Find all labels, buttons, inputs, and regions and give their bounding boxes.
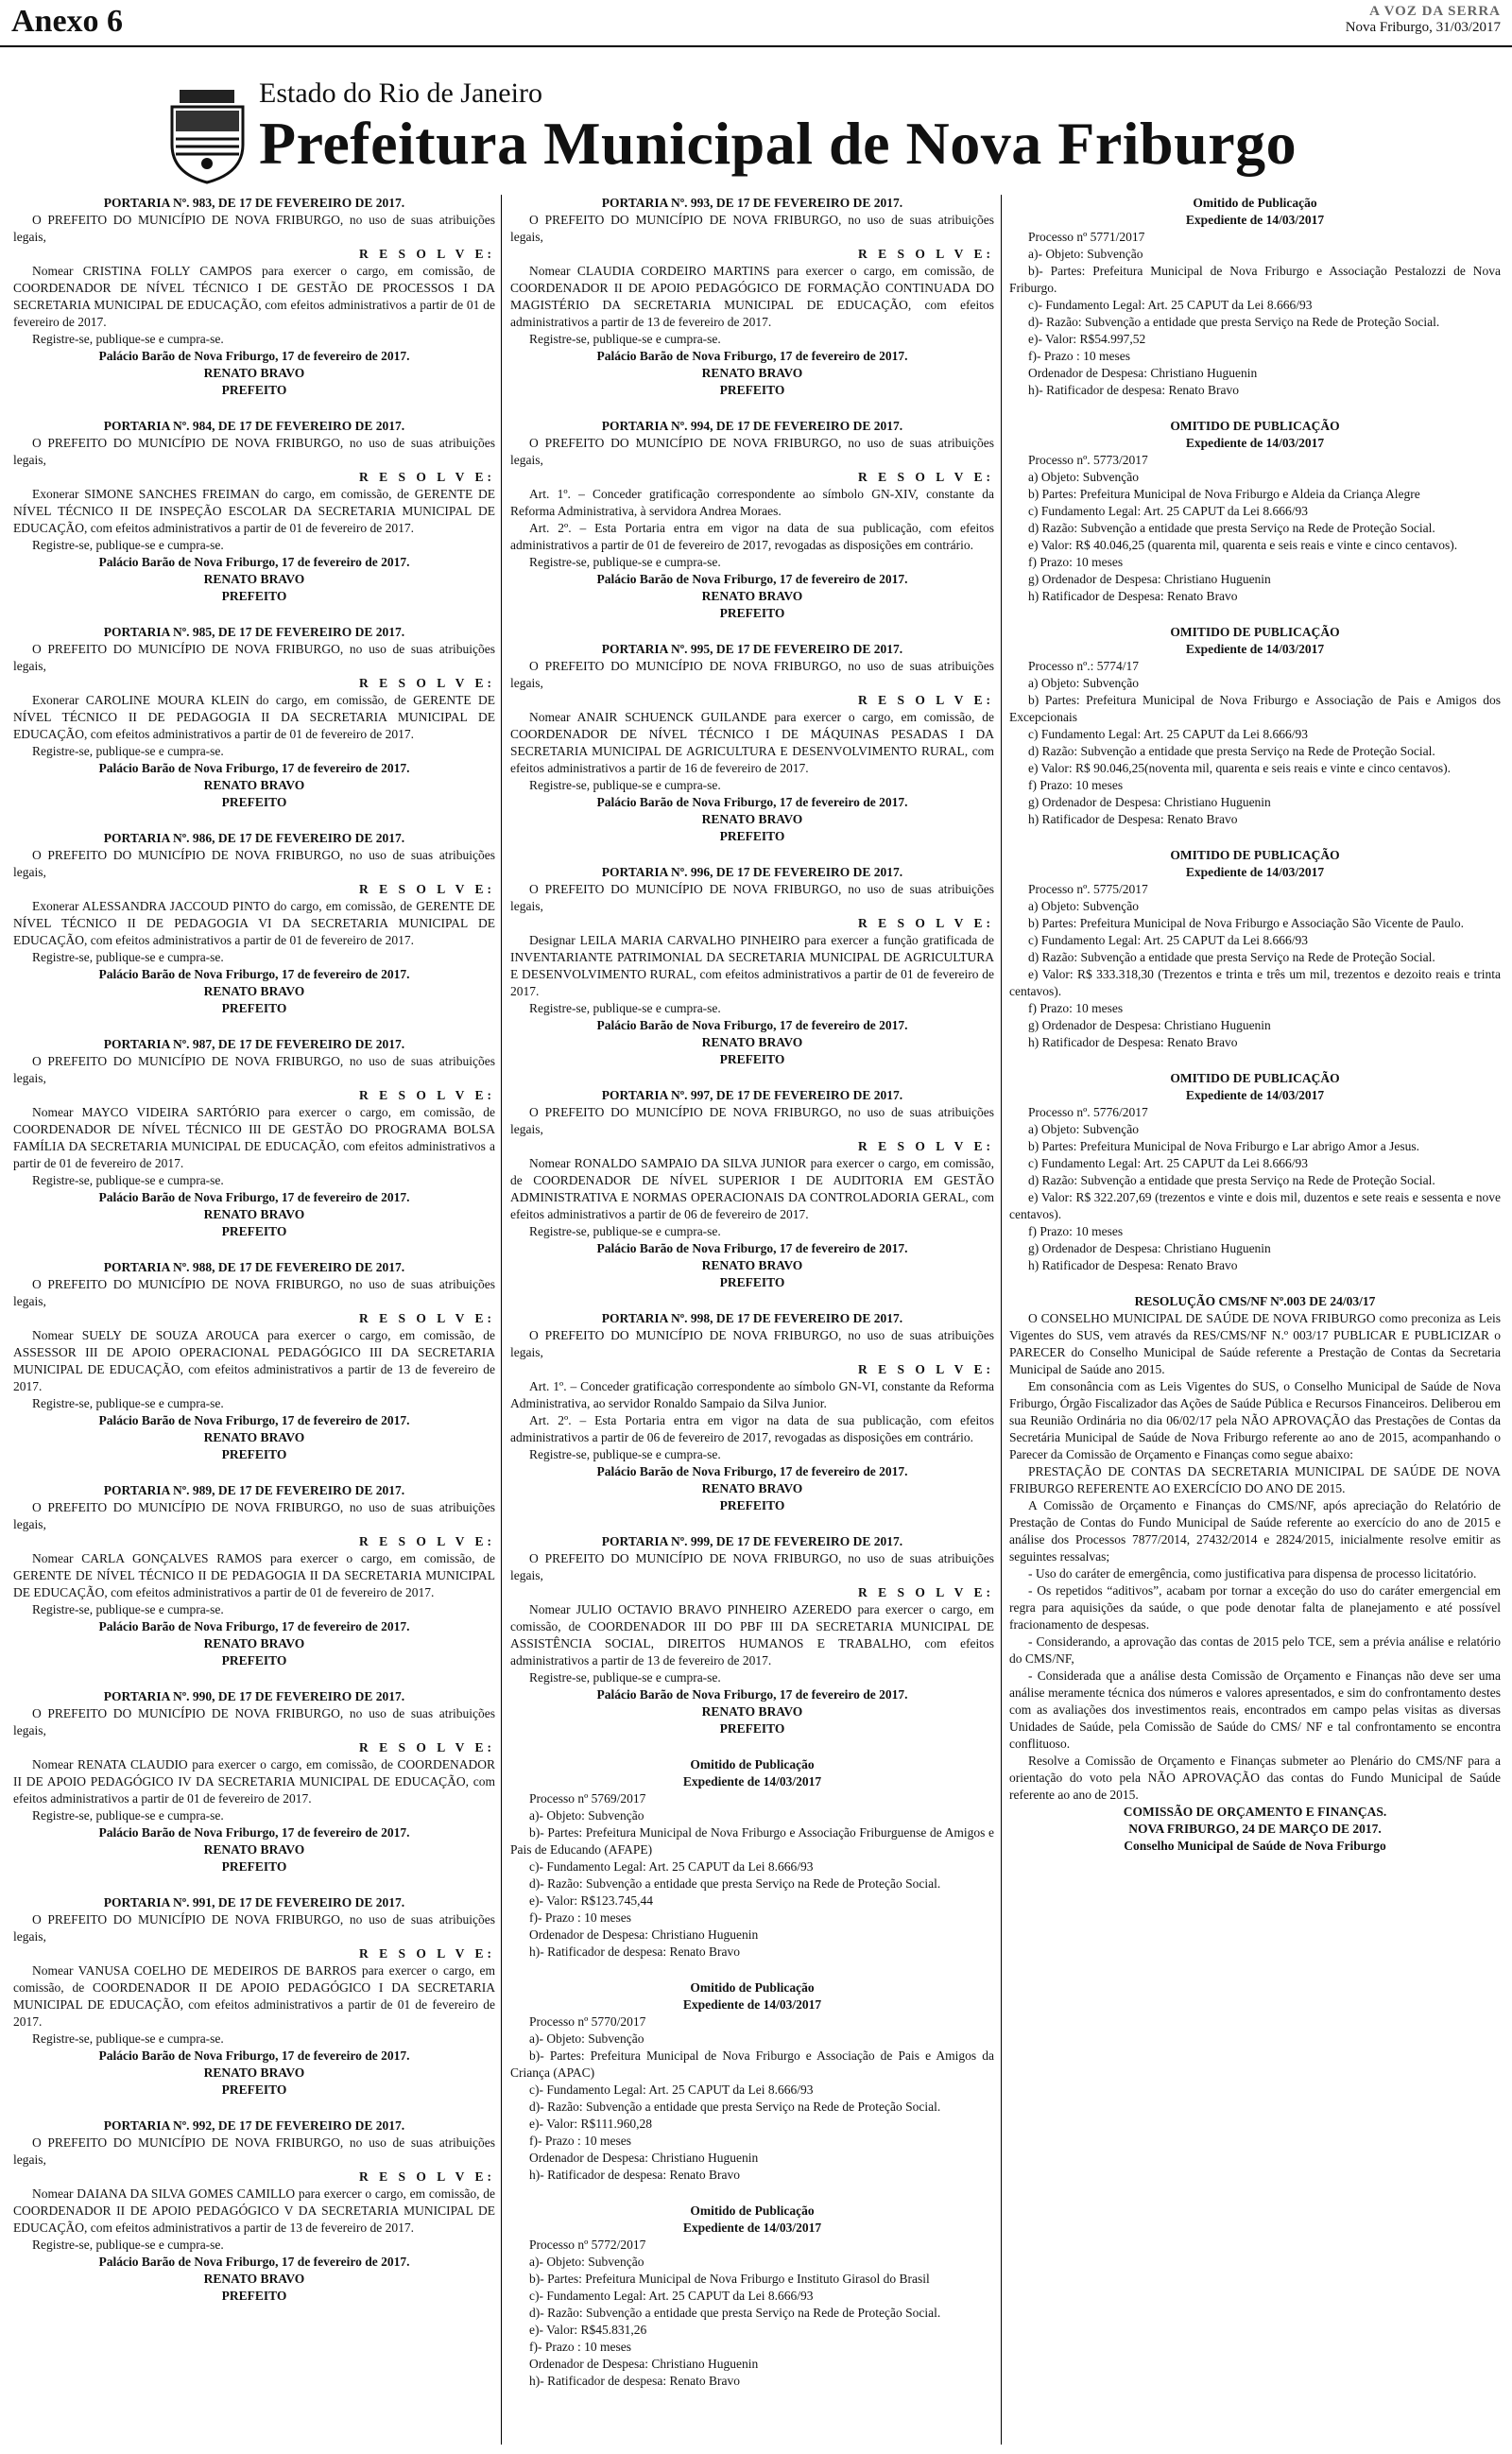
omitido-line: e)- Valor: R$111.960,28 [529, 2117, 652, 2131]
resolve-heading: R E S O L V E: [857, 1362, 994, 1376]
resolucao-paragraph: O CONSELHO MUNICIPAL DE SAÚDE DE NOVA FRIBURGO como preconiza as Leis Vigentes do SUS, vem através da RES/CMS/NF N.º 003/17 PUBLICAR E PUBLICIZAR o PARECER do Conselho Municipal de Saúde referente a Prestação de Contas da Secretaria Municipal de Saúde ano 2015. [1009, 1311, 1501, 1376]
portaria-text-2: Art. 2º. – Esta Portaria entra em vigor na data de sua publicação, com efeitos administrativos a partir de 01 de fevereiro de 2017, revogadas as disposições em contrário. [510, 521, 994, 552]
resolucao-paragraph: Em consonância com as Leis Vigentes do SUS, o Conselho Municipal de Saúde de Nova Friburgo, Órgão Fiscalizador das Ações de Saúde Pública e Recursos Financeiros. Deliberou em sua Reunião Ordinária no dia 06/02/17 pela NÃO APROVAÇÃO das Prestações de Contas da Secretária Municipal de Saúde de Nova Friburgo referente ao ano de 2015, acompanhando o Parecer da Comissão de Orçamento e Finanças como segue abaixo: [1009, 1379, 1501, 1461]
resolve-heading: R E S O L V E: [358, 1946, 495, 1961]
palacio-line: Palácio Barão de Nova Friburgo, 17 de fevereiro de 2017. [98, 761, 410, 775]
omitido-expediente: Expediente de 14/03/2017 [1185, 213, 1325, 227]
portaria-title: PORTARIA Nº. 987, DE 17 DE FEVEREIRO DE 2017. [103, 1037, 405, 1051]
resolucao-paragraph: - Os repetidos “aditivos”, acabam por tornar a exceção do uso do caráter emergencial em regra para aquisições da saúde, o que pode denotar falta de planejamento e até possível fracionamento de despesas. [1009, 1583, 1501, 1632]
omitido-line: b) Partes: Prefeitura Municipal de Nova Friburgo e Associação São Vicente de Paulo. [1028, 916, 1464, 930]
signatory-role: PREFEITO [221, 1224, 287, 1238]
coat-of-arms-icon [163, 90, 252, 189]
signatory-role: PREFEITO [719, 1275, 785, 1289]
resolve-heading: R E S O L V E: [358, 882, 495, 896]
registre-line: Registre-se, publique-se e cumpra-se. [529, 1670, 721, 1685]
signatory-name: RENATO BRAVO [701, 812, 803, 826]
palacio-line: Palácio Barão de Nova Friburgo, 17 de fevereiro de 2017. [98, 349, 410, 363]
resolucao-title: RESOLUÇÃO CMS/NF Nº.003 DE 24/03/17 [1134, 1294, 1376, 1308]
signatory-role: PREFEITO [719, 383, 785, 397]
omitido-expediente: Expediente de 14/03/2017 [682, 1774, 822, 1789]
palacio-line: Palácio Barão de Nova Friburgo, 17 de fevereiro de 2017. [596, 1241, 908, 1255]
portaria-text: Nomear DAIANA DA SILVA GOMES CAMILLO para exercer o cargo, em comissão, de COORDENADOR II DE APOIO PEDAGÓGICO V DA SECRETARIA MUNICIPAL DE EDUCAÇÃO, com efeitos administrativos a partir de 13 de fevereiro de 2017. [13, 2186, 495, 2235]
portaria-text: Nomear CARLA GONÇALVES RAMOS para exercer o cargo, em comissão, de GERENTE DE NÍVEL TÉCNICO II DE PEDAGOGIA II DA SECRETARIA MUNICIPAL DE EDUCAÇÃO, com efeitos administrativos a partir de 01 de fevereiro de 2017. [13, 1551, 495, 1599]
omitido-line: d)- Razão: Subvenção a entidade que presta Serviço na Rede de Proteção Social. [529, 1876, 941, 1891]
resolucao-paragraph: A Comissão de Orçamento e Finanças do CMS/NF, após apreciação do Relatório de Prestação de Contas do Fundo Municipal de Saúde referente ao exercício do ano de 2015 e análise dos Processos 7877/2014, 27432/2014 e 2824/2015, inicialmente resolve emitir as seguintes ressalvas; [1009, 1498, 1501, 1564]
signatory-role: PREFEITO [221, 2082, 287, 2097]
portaria-text: Exonerar ALESSANDRA JACCOUD PINTO do cargo, em comissão, de GERENTE DE NÍVEL TÉCNICO II DE PEDAGOGIA VI DA SECRETARIA MUNICIPAL DE EDUCAÇÃO, com efeitos administrativos a partir de 01 de fevereiro de 2017. [13, 899, 495, 947]
column-3 [1009, 195, 1501, 1874]
omitido-title: OMITIDO DE PUBLICAÇÃO [1170, 1071, 1340, 1085]
omitido-line: a) Objeto: Subvenção [1028, 899, 1139, 913]
prefeito-line: O PREFEITO DO MUNICÍPIO DE NOVA FRIBURGO, no uso de suas atribuições legais, [510, 1551, 994, 1582]
omitido-line: e)- Valor: R$54.997,52 [1028, 332, 1146, 346]
portaria-block [13, 418, 495, 605]
omitido-line: g) Ordenador de Despesa: Christiano Huguenin [1028, 572, 1271, 586]
resolve-heading: R E S O L V E: [857, 247, 994, 261]
palacio-line: Palácio Barão de Nova Friburgo, 17 de fevereiro de 2017. [596, 1687, 908, 1702]
signatory-name: RENATO BRAVO [203, 2065, 305, 2080]
omitido-line: Processo nº. 5775/2017 [1028, 882, 1148, 896]
signatory-name: RENATO BRAVO [203, 366, 305, 380]
portaria-block [13, 195, 495, 399]
portaria-block [510, 1533, 994, 1737]
portaria-block [13, 1036, 495, 1240]
omitido-line: f) Prazo: 10 meses [1028, 555, 1124, 569]
portaria-text: Nomear JULIO OCTAVIO BRAVO PINHEIRO AZEREDO para exercer o cargo, em comissão, de COORDENADOR III DO PBF III DA SECRETARIA MUNICIPAL DE ASSISTÊNCIA SOCIAL, DIREITOS HUMANOS E TRABALHO, com efeitos administrativos a partir de 13 de fevereiro de 2017. [510, 1602, 994, 1668]
omitido-line: f)- Prazo : 10 meses [529, 2340, 631, 2354]
omitido-expediente: Expediente de 14/03/2017 [1185, 1088, 1325, 1102]
portaria-block [13, 830, 495, 1017]
omitido-line: Processo nº.: 5774/17 [1028, 659, 1140, 673]
resolve-heading: R E S O L V E: [358, 2169, 495, 2184]
signatory-role: PREFEITO [221, 1653, 287, 1668]
portaria-title: PORTARIA Nº. 984, DE 17 DE FEVEREIRO DE 2017. [103, 419, 405, 433]
portaria-block [510, 195, 994, 399]
signatory-name: RENATO BRAVO [203, 1207, 305, 1221]
omitido-line: a) Objeto: Subvenção [1028, 470, 1139, 484]
omitido-line: h) Ratificador de Despesa: Renato Bravo [1028, 589, 1238, 603]
signatory-name: RENATO BRAVO [203, 778, 305, 792]
prefeitura-title: Prefeitura Municipal de Nova Friburgo [259, 110, 1297, 177]
palacio-line: Palácio Barão de Nova Friburgo, 17 de fevereiro de 2017. [98, 967, 410, 981]
registre-line: Registre-se, publique-se e cumpra-se. [32, 332, 224, 346]
omitido-line: f)- Prazo : 10 meses [529, 1910, 631, 1925]
omitido-title: Omitido de Publicação [1193, 196, 1317, 210]
omitido-line: Processo nº 5771/2017 [1028, 230, 1145, 244]
portaria-title: PORTARIA Nº. 986, DE 17 DE FEVEREIRO DE 2017. [103, 831, 405, 845]
prefeito-line: O PREFEITO DO MUNICÍPIO DE NOVA FRIBURGO, no uso de suas atribuições legais, [13, 1912, 495, 1944]
omitido-line: c) Fundamento Legal: Art. 25 CAPUT da Lei 8.666/93 [1028, 504, 1308, 518]
registre-line: Registre-se, publique-se e cumpra-se. [529, 1447, 721, 1461]
omitido-line: h)- Ratificador de despesa: Renato Bravo [529, 1944, 741, 1959]
omitido-line: e) Valor: R$ 40.046,25 (quarenta mil, quarenta e seis reais e vinte e cinco centavos). [1028, 538, 1458, 552]
signatory-name: RENATO BRAVO [701, 1481, 803, 1495]
portaria-text: Nomear SUELY DE SOUZA AROUCA para exercer o cargo, em comissão, de ASSESSOR III DE APOIO OPERACIONAL PEDAGÓGICO III DA SECRETARIA MUNICIPAL DE EDUCAÇÃO, com efeitos administrativos a partir de 13 de fevereiro de 2017. [13, 1328, 495, 1393]
signatory-role: PREFEITO [719, 829, 785, 843]
resolve-heading: R E S O L V E: [358, 1740, 495, 1754]
omitido-line: c) Fundamento Legal: Art. 25 CAPUT da Lei 8.666/93 [1028, 933, 1308, 947]
omitido-line: g) Ordenador de Despesa: Christiano Huguenin [1028, 1018, 1271, 1032]
omitido-line: c) Fundamento Legal: Art. 25 CAPUT da Lei 8.666/93 [1028, 727, 1308, 741]
signatory-role: PREFEITO [719, 1498, 785, 1512]
paper-date: Nova Friburgo, 31/03/2017 [1345, 20, 1501, 35]
top-bar [0, 0, 1512, 47]
omitido-line: f)- Prazo : 10 meses [529, 2134, 631, 2148]
omitido-line: Processo nº 5772/2017 [529, 2238, 646, 2252]
omitido-expediente: Expediente de 14/03/2017 [1185, 865, 1325, 879]
omitido-line: Processo nº 5770/2017 [529, 2014, 646, 2029]
portaria-block [510, 641, 994, 845]
resolucao-paragraph: - Considerada que a análise desta Comissão de Orçamento e Finanças não deve ser uma análise meramente técnica dos números e valores apresentados, e sim do confrontamento destes com as avaliações dos investimentos reais, encontrados em campo pelas visitas as diversas Unidades de Saúde, pela Comissão de Saúde do CMS/ NF e tal confrontamento se encontra conflituoso. [1009, 1668, 1501, 1751]
registre-line: Registre-se, publique-se e cumpra-se. [529, 555, 721, 569]
palacio-line: Palácio Barão de Nova Friburgo, 17 de fevereiro de 2017. [98, 555, 410, 569]
prefeito-line: O PREFEITO DO MUNICÍPIO DE NOVA FRIBURGO, no uso de suas atribuições legais, [510, 659, 994, 690]
omitido-line: e) Valor: R$ 322.207,69 (trezentos e vinte e dois mil, duzentos e sete reais e sessenta e nove centavos). [1009, 1190, 1501, 1221]
signatory-name: RENATO BRAVO [701, 366, 803, 380]
portaria-block [510, 1087, 994, 1291]
omitido-line: Ordenador de Despesa: Christiano Huguenin [1028, 366, 1258, 380]
omitido-line: h) Ratificador de Despesa: Renato Bravo [1028, 1035, 1238, 1049]
omitido-block [1009, 624, 1501, 828]
omitido-line: e) Valor: R$ 333.318,30 (Trezentos e trinta e três um mil, trezentos e dezoito reais e trinta centavos). [1009, 967, 1501, 998]
registre-line: Registre-se, publique-se e cumpra-se. [32, 1602, 224, 1616]
registre-line: Registre-se, publique-se e cumpra-se. [32, 2031, 224, 2046]
column-1 [13, 195, 495, 2324]
omitido-line: Ordenador de Despesa: Christiano Huguenin [529, 1927, 759, 1942]
portaria-text: Nomear ANAIR SCHUENCK GUILANDE para exercer o cargo, em comissão, de COORDENADOR DE NÍVEL TÉCNICO I DE MÁQUINAS PESADAS I DA SECRETARIA MUNICIPAL DE AGRICULTURA E DESENVOLVIMENTO RURAL, com efeitos administrativos a partir de 16 de fevereiro de 2017. [510, 710, 994, 775]
prefeito-line: O PREFEITO DO MUNICÍPIO DE NOVA FRIBURGO, no uso de suas atribuições legais, [510, 436, 994, 467]
prefeito-line: O PREFEITO DO MUNICÍPIO DE NOVA FRIBURGO, no uso de suas atribuições legais, [13, 1054, 495, 1085]
omitido-line: f) Prazo: 10 meses [1028, 1224, 1124, 1238]
omitido-line: b)- Partes: Prefeitura Municipal de Nova Friburgo e Instituto Girasol do Brasil [529, 2272, 930, 2286]
omitido-block [510, 1979, 994, 2184]
omitido-line: b)- Partes: Prefeitura Municipal de Nova Friburgo e Associação Pestalozzi de Nova Friburgo. [1009, 264, 1501, 295]
omitido-expediente: Expediente de 14/03/2017 [682, 1997, 822, 2012]
portaria-text: Exonerar SIMONE SANCHES FREIMAN do cargo, em comissão, de GERENTE DE NÍVEL TÉCNICO II DE INSPEÇÃO ESCOLAR DA SECRETARIA MUNICIPAL DE EDUCAÇÃO, com efeitos administrativos a partir de 01 de fevereiro de 2017. [13, 487, 495, 535]
portaria-block [13, 624, 495, 811]
prefeito-line: O PREFEITO DO MUNICÍPIO DE NOVA FRIBURGO, no uso de suas atribuições legais, [13, 1277, 495, 1308]
prefeito-line: O PREFEITO DO MUNICÍPIO DE NOVA FRIBURGO, no uso de suas atribuições legais, [510, 1328, 994, 1359]
omitido-line: b)- Partes: Prefeitura Municipal de Nova Friburgo e Associação Friburguense de Amigos e Pais de Educando (AFAPE) [510, 1825, 994, 1857]
signatory-role: PREFEITO [221, 1859, 287, 1874]
omitido-title: Omitido de Publicação [690, 1757, 815, 1771]
portaria-title: PORTARIA Nº. 993, DE 17 DE FEVEREIRO DE 2017. [601, 196, 903, 210]
omitido-list-col2 [510, 1756, 994, 2390]
resolucao-paragraph: Resolve a Comissão de Orçamento e Finanças submeter ao Plenário do CMS/NF para a orientação do voto pela NÃO APROVAÇÃO das contas do Fundo Municipal de Saúde referente ao ano de 2015. [1009, 1754, 1501, 1802]
omitido-line: d) Razão: Subvenção a entidade que presta Serviço na Rede de Proteção Social. [1028, 744, 1435, 758]
resolve-heading: R E S O L V E: [857, 1139, 994, 1153]
portaria-text: Nomear VANUSA COELHO DE MEDEIROS DE BARROS para exercer o cargo, em comissão, de COORDENADOR II DE APOIO PEDAGÓGICO I DA SECRETARIA MUNICIPAL DE EDUCAÇÃO, com efeitos administrativos a partir de 01 de fevereiro de 2017. [13, 1963, 495, 2029]
column-2 [510, 195, 994, 2409]
omitido-line: b) Partes: Prefeitura Municipal de Nova Friburgo e Associação de Pais e Amigos dos Excepcionais [1009, 693, 1501, 724]
omitido-line: e)- Valor: R$123.745,44 [529, 1893, 653, 1908]
signatory-name: RENATO BRAVO [203, 1430, 305, 1444]
portaria-text: Nomear CRISTINA FOLLY CAMPOS para exercer o cargo, em comissão, de COORDENADOR DE NÍVEL TÉCNICO I DE GESTÃO DE PROCESSOS I DA SECRETARIA MUNICIPAL DE EDUCAÇÃO, com efeitos administrativos a partir de 01 de fevereiro de 2017. [13, 264, 495, 329]
portaria-title: PORTARIA Nº. 998, DE 17 DE FEVEREIRO DE 2017. [601, 1311, 903, 1325]
resolucao-sig-2: NOVA FRIBURGO, 24 DE MARÇO DE 2017. [1128, 1822, 1382, 1836]
omitido-expediente: Expediente de 14/03/2017 [1185, 642, 1325, 656]
omitido-line: h) Ratificador de Despesa: Renato Bravo [1028, 812, 1238, 826]
palacio-line: Palácio Barão de Nova Friburgo, 17 de fevereiro de 2017. [596, 795, 908, 809]
palacio-line: Palácio Barão de Nova Friburgo, 17 de fevereiro de 2017. [596, 1464, 908, 1478]
omitido-title: OMITIDO DE PUBLICAÇÃO [1170, 419, 1340, 433]
omitido-line: Ordenador de Despesa: Christiano Huguenin [529, 2357, 759, 2371]
portaria-block [13, 2117, 495, 2305]
signatory-role: PREFEITO [719, 1052, 785, 1066]
signatory-role: PREFEITO [221, 589, 287, 603]
signatory-name: RENATO BRAVO [701, 1704, 803, 1719]
omitido-line: h)- Ratificador de despesa: Renato Bravo [529, 2168, 741, 2182]
omitido-line: e) Valor: R$ 90.046,25(noventa mil, quarenta e seis reais e vinte e cinco centavos). [1028, 761, 1451, 775]
annex-title: Anexo 6 [11, 4, 124, 39]
portaria-title: PORTARIA Nº. 999, DE 17 DE FEVEREIRO DE 2017. [601, 1534, 903, 1548]
omitido-list-col3 [1009, 195, 1501, 1274]
omitido-expediente: Expediente de 14/03/2017 [1185, 436, 1325, 450]
portaria-title: PORTARIA Nº. 996, DE 17 DE FEVEREIRO DE 2017. [601, 865, 903, 879]
portaria-text: Exonerar CAROLINE MOURA KLEIN do cargo, em comissão, de GERENTE DE NÍVEL TÉCNICO II DE PEDAGOGIA II DA SECRETARIA MUNICIPAL DE EDUCAÇÃO, com efeitos administrativos a partir de 01 de fevereiro de 2017. [13, 693, 495, 741]
signatory-role: PREFEITO [221, 383, 287, 397]
omitido-line: d)- Razão: Subvenção a entidade que presta Serviço na Rede de Proteção Social. [529, 2306, 941, 2320]
resolve-heading: R E S O L V E: [358, 1088, 495, 1102]
resolve-heading: R E S O L V E: [857, 916, 994, 930]
portaria-block [13, 1894, 495, 2099]
signatory-role: PREFEITO [221, 2289, 287, 2303]
omitido-line: a)- Objeto: Subvenção [529, 2031, 644, 2046]
omitido-line: Processo nº 5769/2017 [529, 1791, 646, 1806]
omitido-line: a)- Objeto: Subvenção [1028, 247, 1143, 261]
omitido-line: c)- Fundamento Legal: Art. 25 CAPUT da Lei 8.666/93 [529, 1859, 814, 1874]
portaria-text: Designar LEILA MARIA CARVALHO PINHEIRO para exercer a função gratificada de INVENTARIANTE PATRIMONIAL DA SECRETARIA MUNICIPAL DE AGRICULTURA E DESENVOLVIMENTO RURAL, com efeitos administrativos a partir de 01 de fevereiro de 2017. [510, 933, 994, 998]
resolucao-paragraph: - Considerando, a aprovação das contas de 2015 pelo TCE, sem a prévia análise e relatório do CMS/NF, [1009, 1634, 1501, 1666]
prefeito-line: O PREFEITO DO MUNICÍPIO DE NOVA FRIBURGO, no uso de suas atribuições legais, [510, 882, 994, 913]
resolve-heading: R E S O L V E: [358, 1534, 495, 1548]
signatory-role: PREFEITO [221, 1001, 287, 1015]
prefeito-line: O PREFEITO DO MUNICÍPIO DE NOVA FRIBURGO, no uso de suas atribuições legais, [13, 642, 495, 673]
palacio-line: Palácio Barão de Nova Friburgo, 17 de fevereiro de 2017. [98, 1413, 410, 1427]
registre-line: Registre-se, publique-se e cumpra-se. [529, 1001, 721, 1015]
portaria-block [510, 864, 994, 1068]
portaria-block [13, 1259, 495, 1463]
omitido-expediente: Expediente de 14/03/2017 [682, 2221, 822, 2235]
omitido-line: c)- Fundamento Legal: Art. 25 CAPUT da Lei 8.666/93 [529, 2082, 814, 2097]
portaria-title: PORTARIA Nº. 983, DE 17 DE FEVEREIRO DE 2017. [103, 196, 405, 210]
resolucao-sig-3: Conselho Municipal de Saúde de Nova Friburgo [1124, 1839, 1386, 1853]
portaria-title: PORTARIA Nº. 991, DE 17 DE FEVEREIRO DE 2017. [103, 1895, 405, 1910]
omitido-line: h)- Ratificador de despesa: Renato Bravo [529, 2374, 741, 2388]
omitido-line: Ordenador de Despesa: Christiano Huguenin [529, 2151, 759, 2165]
resolve-heading: R E S O L V E: [358, 1311, 495, 1325]
omitido-title: OMITIDO DE PUBLICAÇÃO [1170, 848, 1340, 862]
omitido-line: e)- Valor: R$45.831,26 [529, 2323, 647, 2337]
omitido-line: d)- Razão: Subvenção a entidade que presta Serviço na Rede de Proteção Social. [529, 2100, 941, 2114]
portaria-text: Art. 1º. – Conceder gratificação correspondente ao símbolo GN-VI, constante da Reforma Administrativa, ao servidor Ronaldo Sampaio da Silva Junior. [510, 1379, 994, 1410]
omitido-block [1009, 1070, 1501, 1274]
registre-line: Registre-se, publique-se e cumpra-se. [32, 2238, 224, 2252]
omitido-line: c)- Fundamento Legal: Art. 25 CAPUT da Lei 8.666/93 [529, 2289, 814, 2303]
omitido-line: a)- Objeto: Subvenção [529, 1808, 644, 1823]
prefeito-line: O PREFEITO DO MUNICÍPIO DE NOVA FRIBURGO, no uso de suas atribuições legais, [13, 848, 495, 879]
omitido-line: d)- Razão: Subvenção a entidade que presta Serviço na Rede de Proteção Social. [1028, 315, 1440, 329]
omitido-line: d) Razão: Subvenção a entidade que presta Serviço na Rede de Proteção Social. [1028, 950, 1435, 964]
resolucao-block [1009, 1293, 1501, 1855]
column-divider [1001, 195, 1002, 2445]
palacio-line: Palácio Barão de Nova Friburgo, 17 de fevereiro de 2017. [98, 2255, 410, 2269]
signatory-name: RENATO BRAVO [701, 589, 803, 603]
signatory-role: PREFEITO [719, 1721, 785, 1736]
omitido-line: d) Razão: Subvenção a entidade que presta Serviço na Rede de Proteção Social. [1028, 1173, 1435, 1187]
resolve-heading: R E S O L V E: [857, 693, 994, 707]
portaria-text-2: Art. 2º. – Esta Portaria entra em vigor na data de sua publicação, com efeitos administrativos a partir de 06 de fevereiro de 2017, revogadas as disposições em contrário. [510, 1413, 994, 1444]
omitido-line: g) Ordenador de Despesa: Christiano Huguenin [1028, 1241, 1271, 1255]
signatory-name: RENATO BRAVO [203, 984, 305, 998]
portaria-text: Nomear RONALDO SAMPAIO DA SILVA JUNIOR para exercer o cargo, em comissão, de COORDENADOR DE NÍVEL SUPERIOR I DE AUDITORIA EM GESTÃO ADMINISTRATIVA E NORMAS OPERACIONAIS DA CONTROLADORIA GERAL, com efeitos administrativos a partir de 06 de fevereiro de 2017. [510, 1156, 994, 1221]
paper-name: A VOZ DA SERRA [1369, 4, 1501, 19]
signatory-name: RENATO BRAVO [203, 572, 305, 586]
portaria-title: PORTARIA Nº. 989, DE 17 DE FEVEREIRO DE 2017. [103, 1483, 405, 1497]
omitido-title: Omitido de Publicação [690, 1980, 815, 1995]
portaria-block [13, 1688, 495, 1875]
portaria-title: PORTARIA Nº. 994, DE 17 DE FEVEREIRO DE 2017. [601, 419, 903, 433]
omitido-block [1009, 847, 1501, 1051]
state-name: Estado do Rio de Janeiro [259, 78, 542, 109]
signatory-name: RENATO BRAVO [203, 1842, 305, 1857]
registre-line: Registre-se, publique-se e cumpra-se. [529, 1224, 721, 1238]
registre-line: Registre-se, publique-se e cumpra-se. [32, 744, 224, 758]
portaria-text: Nomear MAYCO VIDEIRA SARTÓRIO para exercer o cargo, em comissão, de COORDENADOR DE NÍVEL TÉCNICO III DE GESTÃO DO PROGRAMA BOLSA FAMÍLIA DA SECRETARIA MUNICIPAL DE EDUCAÇÃO, com efeitos administrativos a partir de 01 de fevereiro de 2017. [13, 1105, 495, 1170]
omitido-block [510, 2203, 994, 2390]
resolucao-paragraphs [1009, 1310, 1501, 1804]
omitido-block [510, 1756, 994, 1961]
resolve-heading: R E S O L V E: [857, 1585, 994, 1599]
omitido-line: b)- Partes: Prefeitura Municipal de Nova Friburgo e Associação de Pais e Amigos da Criança (APAC) [510, 2048, 994, 2080]
resolucao-paragraph: PRESTAÇÃO DE CONTAS DA SECRETARIA MUNICIPAL DE SAÚDE DE NOVA FRIBURGO REFERENTE AO EXERCÍCIO DO ANO DE 2015. [1009, 1464, 1501, 1495]
portaria-block [510, 418, 994, 622]
palacio-line: Palácio Barão de Nova Friburgo, 17 de fevereiro de 2017. [596, 572, 908, 586]
registre-line: Registre-se, publique-se e cumpra-se. [32, 1173, 224, 1187]
omitido-title: Omitido de Publicação [690, 2203, 815, 2218]
omitido-line: Processo nº. 5776/2017 [1028, 1105, 1148, 1119]
column-divider [501, 195, 502, 2445]
omitido-line: Processo nº. 5773/2017 [1028, 453, 1148, 467]
prefeito-line: O PREFEITO DO MUNICÍPIO DE NOVA FRIBURGO, no uso de suas atribuições legais, [13, 1706, 495, 1737]
portaria-title: PORTARIA Nº. 992, DE 17 DE FEVEREIRO DE 2017. [103, 2118, 405, 2133]
omitido-block [1009, 195, 1501, 399]
paper-info [1346, 4, 1501, 36]
portaria-title: PORTARIA Nº. 997, DE 17 DE FEVEREIRO DE 2017. [601, 1088, 903, 1102]
prefeito-line: O PREFEITO DO MUNICÍPIO DE NOVA FRIBURGO, no uso de suas atribuições legais, [13, 213, 495, 244]
omitido-line: c)- Fundamento Legal: Art. 25 CAPUT da Lei 8.666/93 [1028, 298, 1313, 312]
signatory-name: RENATO BRAVO [203, 2272, 305, 2286]
omitido-line: b) Partes: Prefeitura Municipal de Nova Friburgo e Lar abrigo Amor a Jesus. [1028, 1139, 1420, 1153]
palacio-line: Palácio Barão de Nova Friburgo, 17 de fevereiro de 2017. [98, 1619, 410, 1633]
resolve-heading: R E S O L V E: [358, 247, 495, 261]
omitido-line: a)- Objeto: Subvenção [529, 2255, 644, 2269]
signatory-role: PREFEITO [719, 606, 785, 620]
omitido-title: OMITIDO DE PUBLICAÇÃO [1170, 625, 1340, 639]
palacio-line: Palácio Barão de Nova Friburgo, 17 de fevereiro de 2017. [596, 1018, 908, 1032]
registre-line: Registre-se, publique-se e cumpra-se. [32, 1396, 224, 1410]
portaria-title: PORTARIA Nº. 985, DE 17 DE FEVEREIRO DE 2017. [103, 625, 405, 639]
signatory-role: PREFEITO [221, 1447, 287, 1461]
prefeito-line: O PREFEITO DO MUNICÍPIO DE NOVA FRIBURGO, no uso de suas atribuições legais, [13, 1500, 495, 1531]
omitido-line: b) Partes: Prefeitura Municipal de Nova Friburgo e Aldeia da Criança Alegre [1028, 487, 1420, 501]
resolucao-sig-1: COMISSÃO DE ORÇAMENTO E FINANÇAS. [1123, 1805, 1387, 1819]
registre-line: Registre-se, publique-se e cumpra-se. [529, 332, 721, 346]
omitido-line: a) Objeto: Subvenção [1028, 676, 1139, 690]
signatory-name: RENATO BRAVO [701, 1258, 803, 1272]
omitido-line: g) Ordenador de Despesa: Christiano Huguenin [1028, 795, 1271, 809]
resolve-heading: R E S O L V E: [358, 676, 495, 690]
signatory-name: RENATO BRAVO [701, 1035, 803, 1049]
signatory-role: PREFEITO [221, 795, 287, 809]
omitido-line: h)- Ratificador de despesa: Renato Bravo [1028, 383, 1240, 397]
prefeito-line: O PREFEITO DO MUNICÍPIO DE NOVA FRIBURGO, no uso de suas atribuições legais, [510, 213, 994, 244]
portaria-text: Art. 1º. – Conceder gratificação correspondente ao símbolo GN-XIV, constante da Reforma Administrativa, à servidora Andrea Moraes. [510, 487, 994, 518]
portaria-text: Nomear CLAUDIA CORDEIRO MARTINS para exercer o cargo, em comissão, de COORDENADOR II DE APOIO PEDAGÓGICO DE FORMAÇÃO CONTINUADA DO MAGISTÉRIO DA SECRETARIA MUNICIPAL DE EDUCAÇÃO, com efeitos administrativos a partir de 13 de fevereiro de 2017. [510, 264, 994, 329]
palacio-line: Palácio Barão de Nova Friburgo, 17 de fevereiro de 2017. [98, 1190, 410, 1204]
signatory-name: RENATO BRAVO [203, 1636, 305, 1650]
omitido-line: d) Razão: Subvenção a entidade que presta Serviço na Rede de Proteção Social. [1028, 521, 1435, 535]
prefeito-line: O PREFEITO DO MUNICÍPIO DE NOVA FRIBURGO, no uso de suas atribuições legais, [13, 2135, 495, 2167]
omitido-line: a) Objeto: Subvenção [1028, 1122, 1139, 1136]
palacio-line: Palácio Barão de Nova Friburgo, 17 de fevereiro de 2017. [98, 1825, 410, 1840]
omitido-block [1009, 418, 1501, 605]
omitido-line: f) Prazo: 10 meses [1028, 778, 1124, 792]
portaria-title: PORTARIA Nº. 988, DE 17 DE FEVEREIRO DE 2017. [103, 1260, 405, 1274]
palacio-line: Palácio Barão de Nova Friburgo, 17 de fevereiro de 2017. [596, 349, 908, 363]
registre-line: Registre-se, publique-se e cumpra-se. [32, 538, 224, 552]
portaria-block [510, 1310, 994, 1514]
portaria-text: Nomear RENATA CLAUDIO para exercer o cargo, em comissão, de COORDENADOR II DE APOIO PEDAGÓGICO IV DA SECRETARIA MUNICIPAL DE EDUCAÇÃO, com efeitos administrativos a partir de 01 de fevereiro de 2017. [13, 1757, 495, 1806]
resolve-heading: R E S O L V E: [857, 470, 994, 484]
prefeito-line: O PREFEITO DO MUNICÍPIO DE NOVA FRIBURGO, no uso de suas atribuições legais, [13, 436, 495, 467]
portaria-block [13, 1482, 495, 1669]
palacio-line: Palácio Barão de Nova Friburgo, 17 de fevereiro de 2017. [98, 2048, 410, 2063]
omitido-line: f) Prazo: 10 meses [1028, 1001, 1124, 1015]
masthead [259, 78, 1297, 177]
portaria-title: PORTARIA Nº. 990, DE 17 DE FEVEREIRO DE 2017. [103, 1689, 405, 1703]
registre-line: Registre-se, publique-se e cumpra-se. [529, 778, 721, 792]
portaria-title: PORTARIA Nº. 995, DE 17 DE FEVEREIRO DE 2017. [601, 642, 903, 656]
resolucao-paragraph: - Uso do caráter de emergência, como justificativa para dispensa de processo licitatório. [1028, 1566, 1477, 1581]
omitido-line: c) Fundamento Legal: Art. 25 CAPUT da Lei 8.666/93 [1028, 1156, 1308, 1170]
registre-line: Registre-se, publique-se e cumpra-se. [32, 950, 224, 964]
prefeito-line: O PREFEITO DO MUNICÍPIO DE NOVA FRIBURGO, no uso de suas atribuições legais, [510, 1105, 994, 1136]
omitido-line: h) Ratificador de Despesa: Renato Bravo [1028, 1258, 1238, 1272]
resolve-heading: R E S O L V E: [358, 470, 495, 484]
omitido-line: f)- Prazo : 10 meses [1028, 349, 1130, 363]
registre-line: Registre-se, publique-se e cumpra-se. [32, 1808, 224, 1823]
